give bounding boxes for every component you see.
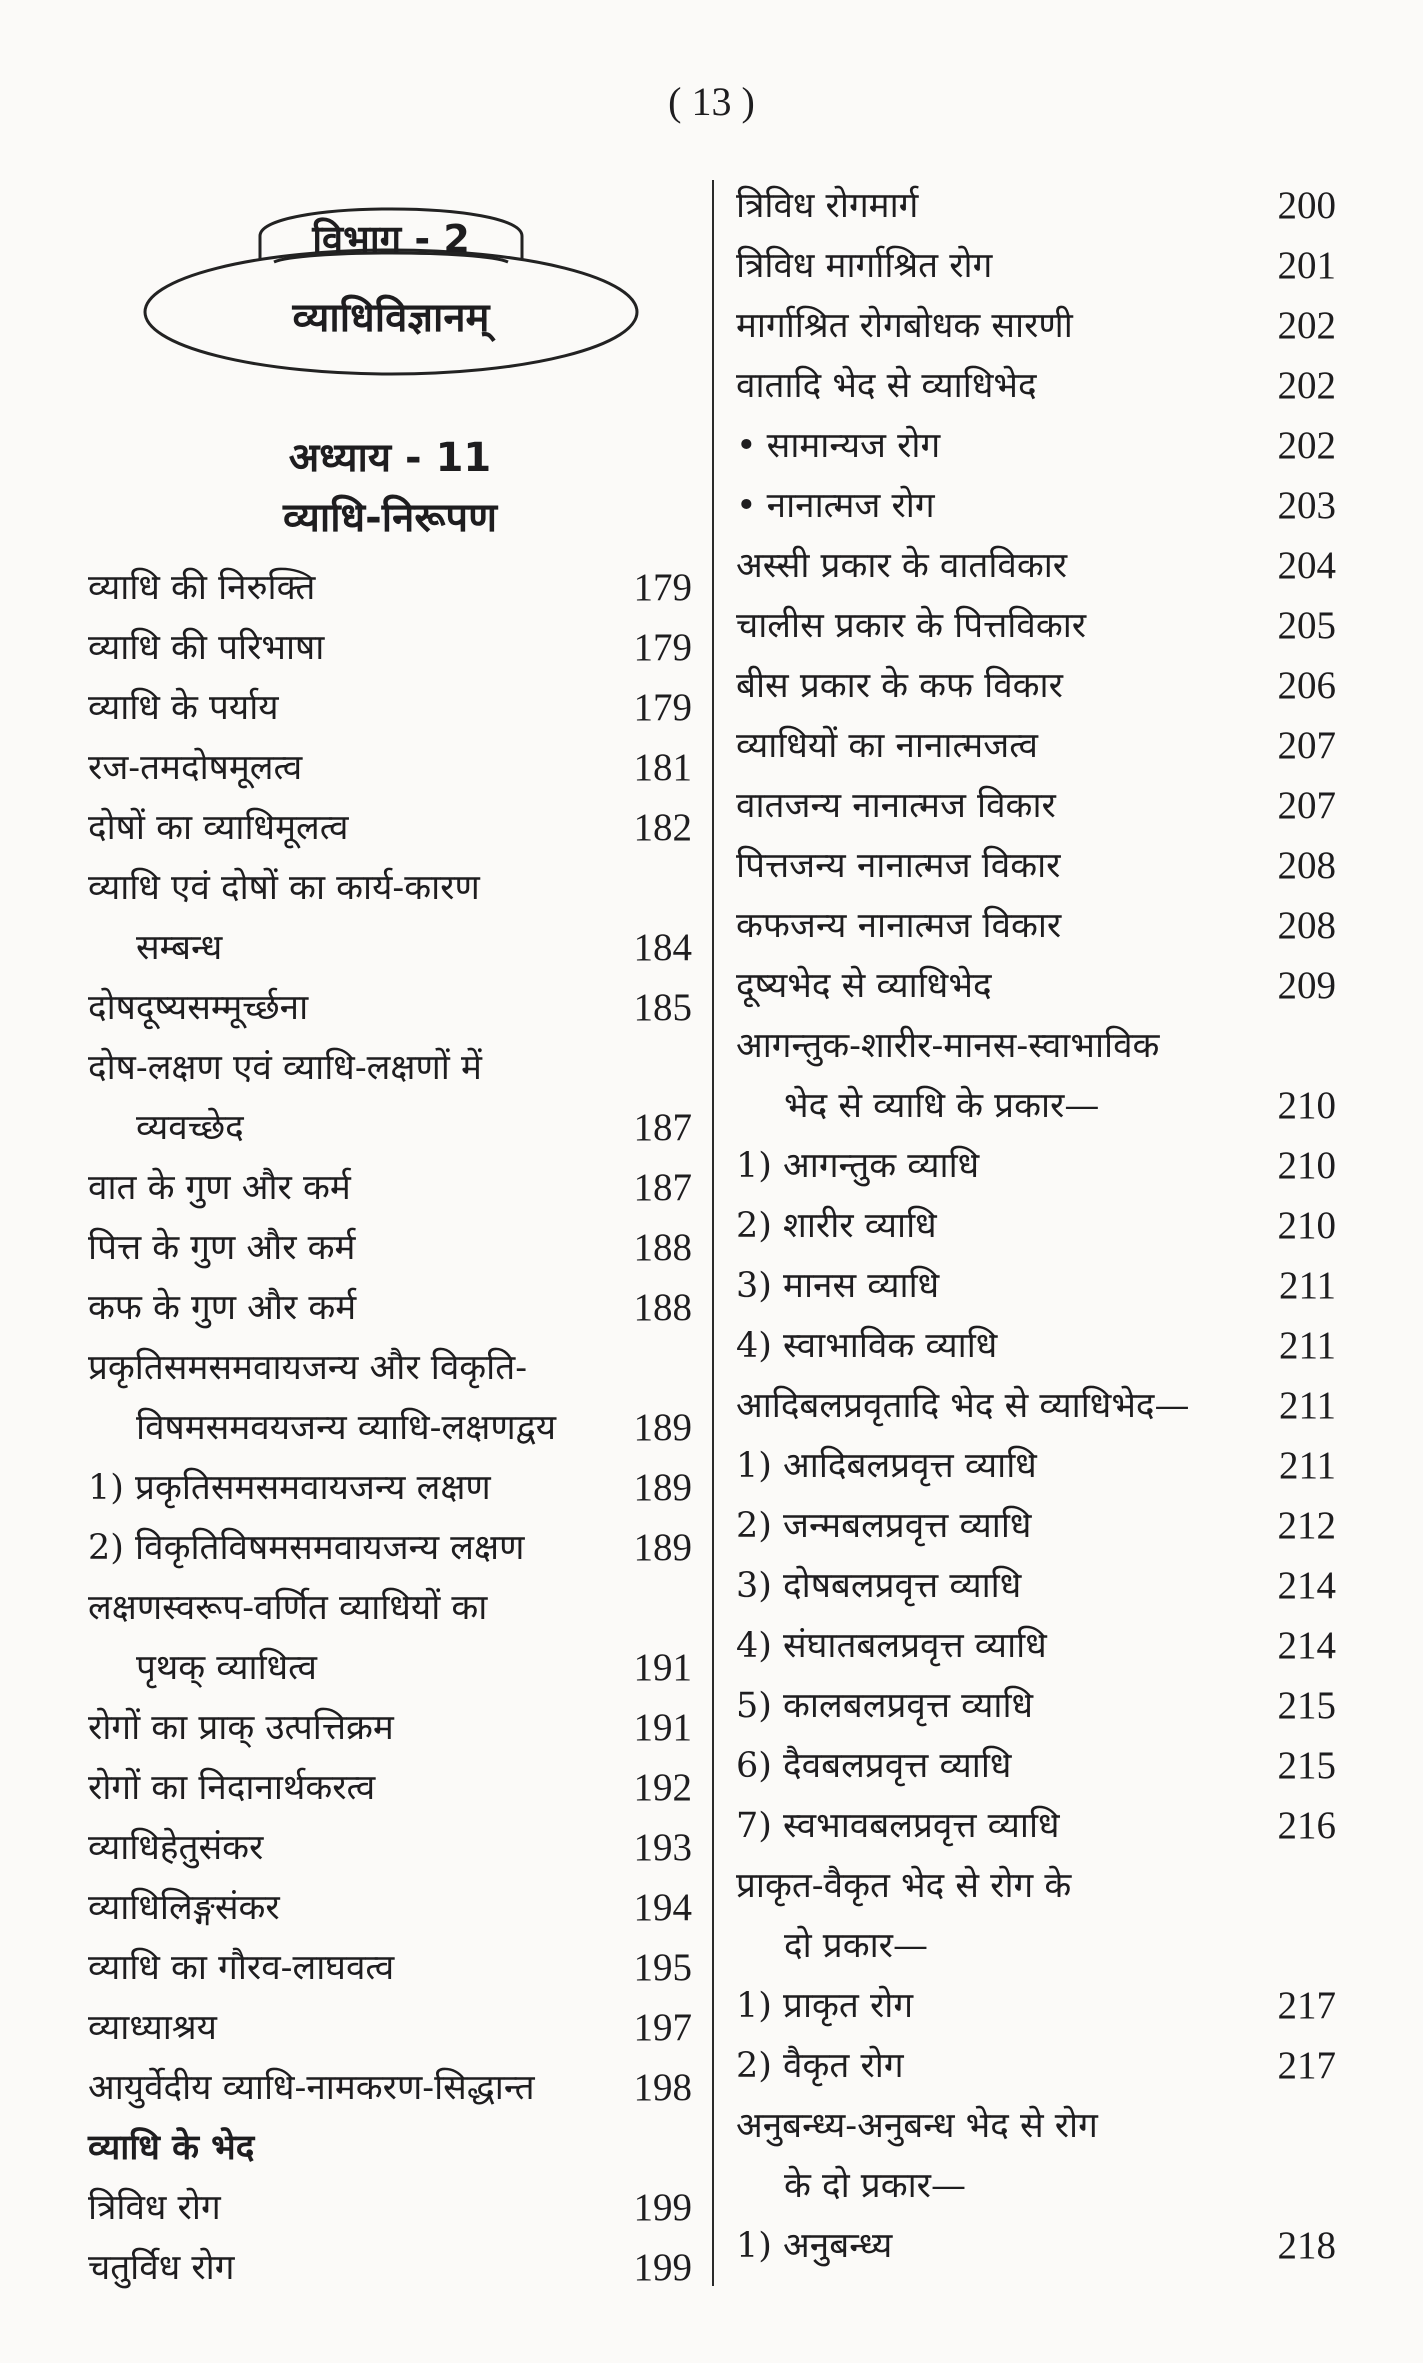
entry-text: प्राकृत-वैकृत भेद से रोग के: [736, 1866, 1072, 1906]
contents-entry: [88, 858, 692, 918]
entry-title: [136, 1098, 244, 1158]
contents-entry: [736, 776, 1336, 836]
entry-text: आयुर्वेदीय व्याधि-नामकरण-सिद्धान्त: [88, 2068, 535, 2108]
entry-page-number: 194: [633, 1886, 692, 1929]
contents-entry: [736, 1016, 1336, 1076]
contents-entry: [88, 978, 692, 1038]
entry-title: [736, 1976, 913, 2036]
entry-title: [736, 776, 1056, 836]
contents-entry: [736, 416, 1336, 476]
entry-page-number: 214: [1277, 1624, 1336, 1667]
entry-title: [784, 2156, 966, 2216]
contents-entry: [736, 1856, 1336, 1916]
entry-title: [736, 596, 1086, 656]
contents-entry: [736, 236, 1336, 296]
entry-text: दोषदूष्यसम्मूर्च्छना: [88, 988, 309, 1028]
contents-entry: [88, 918, 692, 978]
entry-title: [736, 1016, 1159, 1076]
contents-entry: [736, 2216, 1336, 2276]
entry-page-number: 218: [1277, 2224, 1336, 2267]
entry-title: [88, 1878, 280, 1938]
entry-page-number: 214: [1277, 1564, 1336, 1607]
chapter-title: व्याधि-निरूपण: [282, 495, 498, 541]
entry-text: 1) प्रकृतिसमसमवायजन्य लक्षण: [88, 1468, 491, 1508]
entry-page-number: 195: [633, 1946, 692, 1989]
entry-page-number: 215: [1277, 1684, 1336, 1727]
entry-title: [88, 1458, 491, 1518]
entry-title: [88, 858, 480, 918]
entry-text: व्याधि के पर्याय: [88, 688, 279, 728]
bullet-icon: •: [736, 486, 757, 526]
entry-page-number: 179: [633, 686, 692, 729]
bullet-icon: •: [736, 426, 757, 466]
entry-text: 2) शारीर व्याधि: [736, 1206, 937, 1246]
entry-title: [88, 2118, 254, 2178]
contents-entry: [88, 1578, 692, 1638]
contents-entry: [736, 2036, 1336, 2096]
entry-title: [88, 1158, 351, 1218]
entry-page-number: 201: [1277, 244, 1336, 287]
section-title: व्याधिविज्ञानम्: [292, 295, 490, 341]
contents-entry: [736, 1916, 1336, 1976]
entry-page-number: 189: [633, 1406, 692, 1449]
entry-text: 3) दोषबलप्रवृत्त व्याधि: [736, 1566, 1022, 1606]
entry-page-number: 208: [1277, 844, 1336, 887]
entry-text: सामान्यज रोग: [766, 426, 941, 466]
entry-text: रोगों का प्राक् उत्पत्तिक्रम: [88, 1708, 394, 1748]
entry-page-number: 202: [1277, 364, 1336, 407]
contents-entry: [88, 738, 692, 798]
entry-text: सम्बन्ध: [136, 928, 223, 968]
entry-title: [736, 1136, 979, 1196]
entry-text: 4) स्वाभाविक व्याधि: [736, 1326, 998, 1366]
entry-text: भेद से व्याधि के प्रकार—: [784, 1086, 1100, 1126]
entry-title: [736, 356, 1037, 416]
entry-page-number: 210: [1277, 1084, 1336, 1127]
contents-entry: [736, 296, 1336, 356]
contents-entry: [736, 356, 1336, 416]
entry-title: [736, 1616, 1047, 1676]
entry-title: [736, 716, 1038, 776]
entry-title: [88, 1938, 394, 1998]
section-label: विभाग - 2: [312, 217, 470, 261]
contents-entry: [736, 1076, 1336, 1136]
entry-title: [736, 1556, 1021, 1616]
entry-title: [736, 1796, 1060, 1856]
contents-entry: [736, 896, 1336, 956]
entry-title: [88, 558, 315, 618]
entry-page-number: 184: [633, 926, 692, 969]
entry-title: [736, 1376, 1190, 1436]
entry-page-number: 215: [1277, 1744, 1336, 1787]
contents-entry: [88, 618, 692, 678]
entry-title: [88, 978, 308, 1038]
entry-title: [88, 738, 302, 798]
contents-entry: [88, 1758, 692, 1818]
section-badge: [140, 192, 642, 384]
entry-title: [736, 2216, 892, 2276]
entry-page-number: 197: [633, 2006, 692, 2049]
chapter-label: अध्याय - 11: [288, 435, 492, 481]
column-divider: [712, 180, 714, 2286]
contents-entry: [736, 1376, 1336, 1436]
entry-page-number: 202: [1277, 424, 1336, 467]
entry-text: 1) आदिबलप्रवृत्त व्याधि: [736, 1446, 1037, 1486]
entry-text: पित्तजन्य नानात्मज विकार: [736, 846, 1061, 886]
entry-page-number: 191: [633, 1646, 692, 1689]
entry-page-number: 179: [633, 566, 692, 609]
contents-entry: [736, 2096, 1336, 2156]
entry-title: [736, 536, 1067, 596]
entry-text: 7) स्वभावबलप्रवृत्त व्याधि: [736, 1806, 1060, 1846]
entry-page-number: 181: [633, 746, 692, 789]
entry-page-number: 192: [633, 1766, 692, 1809]
entry-text: 1) प्राकृत रोग: [736, 1986, 914, 2026]
entry-text: पित्त के गुण और कर्म: [88, 1228, 356, 1268]
entry-title: [88, 678, 279, 738]
entry-text: व्याधि के भेद: [88, 2128, 255, 2168]
entry-title: [88, 1038, 482, 1098]
entry-title: [736, 236, 992, 296]
entry-title: [88, 2178, 221, 2238]
entry-title: [88, 1338, 527, 1398]
entry-title: [736, 1196, 937, 1256]
contents-entry: [736, 1556, 1336, 1616]
entry-text: व्याधिलिङ्गसंकर: [88, 1888, 280, 1928]
right-contents-column: [736, 176, 1336, 2276]
contents-entry: [736, 836, 1336, 896]
entry-page-number: 189: [633, 1526, 692, 1569]
entry-title: [736, 1856, 1071, 1916]
entry-text: त्रिविध रोग: [88, 2188, 221, 2228]
entry-title: [88, 618, 324, 678]
entry-text: कफ के गुण और कर्म: [88, 1288, 357, 1328]
entry-text: व्याधि एवं दोषों का कार्य-कारण: [88, 868, 480, 908]
page-number: ( 13 ): [668, 79, 755, 124]
entry-title: [736, 2096, 1098, 2156]
entry-title: [736, 896, 1061, 956]
entry-text: व्यवच्छेद: [136, 1108, 244, 1148]
entry-page-number: 193: [633, 1826, 692, 1869]
entry-title: [736, 1676, 1033, 1736]
entry-title: [88, 1698, 394, 1758]
entry-page-number: 210: [1277, 1204, 1336, 1247]
entry-page-number: 200: [1277, 184, 1336, 227]
entry-page-number: 205: [1277, 604, 1336, 647]
left-contents-column: [88, 558, 692, 2298]
contents-entry: [736, 476, 1336, 536]
entry-page-number: 187: [633, 1106, 692, 1149]
entry-page-number: 185: [633, 986, 692, 1029]
contents-entry: [88, 1818, 692, 1878]
entry-title: [88, 1998, 217, 2058]
entry-text: त्रिविध मार्गाश्रित रोग: [736, 246, 993, 286]
entry-title: [736, 1496, 1031, 1556]
entry-page-number: 199: [633, 2186, 692, 2229]
entry-title: [736, 656, 1063, 716]
entry-page-number: 211: [1278, 1264, 1336, 1307]
entry-text: दूष्यभेद से व्याधिभेद: [736, 966, 992, 1006]
entry-page-number: 207: [1277, 724, 1336, 767]
entry-title: [136, 1638, 317, 1698]
entry-page-number: 187: [633, 1166, 692, 1209]
contents-entry: [88, 1638, 692, 1698]
entry-text: व्याधि की परिभाषा: [88, 628, 325, 668]
entry-title: [88, 798, 348, 858]
entry-text: वात के गुण और कर्म: [88, 1168, 351, 1208]
entry-page-number: 217: [1277, 1984, 1336, 2027]
entry-text: व्याधि का गौरव-लाघवत्व: [88, 1948, 395, 1988]
entry-text: दो प्रकार—: [784, 1926, 928, 1966]
contents-entry: [736, 716, 1336, 776]
contents-entry: [88, 1938, 692, 1998]
contents-entry: [88, 1698, 692, 1758]
entry-text: मार्गाश्रित रोगबोधक सारणी: [736, 306, 1073, 346]
entry-title: [736, 836, 1060, 896]
contents-entry: [736, 1616, 1336, 1676]
entry-title: [88, 1218, 355, 1278]
entry-page-number: 209: [1277, 964, 1336, 1007]
entry-title: [736, 176, 918, 236]
entry-page-number: 182: [633, 806, 692, 849]
contents-entry: [736, 1316, 1336, 1376]
entry-text: विषमसमवयजन्य व्याधि-लक्षणद्वय: [136, 1408, 557, 1448]
contents-entry: [88, 1518, 692, 1578]
entry-page-number: 204: [1277, 544, 1336, 587]
entry-page-number: 210: [1277, 1144, 1336, 1187]
entry-text: 5) कालबलप्रवृत्त व्याधि: [736, 1686, 1034, 1726]
entry-page-number: 189: [633, 1466, 692, 1509]
entry-page-number: 206: [1277, 664, 1336, 707]
entry-page-number: 211: [1278, 1384, 1336, 1427]
entry-page-number: 211: [1278, 1324, 1336, 1367]
entry-text: लक्षणस्वरूप-वर्णित व्याधियों का: [88, 1588, 488, 1628]
contents-entry: [88, 1278, 692, 1338]
entry-text: आगन्तुक-शारीर-मानस-स्वाभाविक: [736, 1026, 1160, 1066]
contents-entry: [736, 1136, 1336, 1196]
entry-page-number: 207: [1277, 784, 1336, 827]
entry-title: [736, 956, 992, 1016]
entry-text: 1) आगन्तुक व्याधि: [736, 1146, 980, 1186]
entry-text: 4) संघातबलप्रवृत्त व्याधि: [736, 1626, 1047, 1666]
entry-text: पृथक् व्याधित्व: [136, 1648, 317, 1688]
entry-text: वातादि भेद से व्याधिभेद: [736, 366, 1037, 406]
entry-page-number: 212: [1277, 1504, 1336, 1547]
entry-title: [88, 1578, 487, 1638]
contents-entry: [88, 1158, 692, 1218]
contents-entry: [88, 798, 692, 858]
entry-text: व्याध्याश्रय: [88, 2008, 217, 2048]
entry-title: [88, 1818, 263, 1878]
entry-text: के दो प्रकार—: [784, 2166, 966, 2206]
entry-text: 2) विकृतिविषमसमवायजन्य लक्षण: [88, 1528, 525, 1568]
entry-title: [136, 918, 222, 978]
entry-page-number: 179: [633, 626, 692, 669]
entry-title: [736, 296, 1073, 356]
entry-text: 1) अनुबन्ध्य: [736, 2226, 893, 2266]
entry-page-number: 208: [1277, 904, 1336, 947]
contents-entry: [88, 2058, 692, 2118]
entry-title: [736, 476, 935, 536]
contents-entry: [88, 1398, 692, 1458]
contents-entry: [736, 2156, 1336, 2216]
entry-text: रज-तमदोषमूलत्व: [88, 748, 303, 788]
contents-heading: [88, 2118, 692, 2178]
entry-page-number: 202: [1277, 304, 1336, 347]
entry-title: [88, 2058, 535, 2118]
contents-entry: [88, 678, 692, 738]
contents-entry: [88, 1338, 692, 1398]
entry-title: [88, 1278, 356, 1338]
contents-entry: [736, 536, 1336, 596]
entry-title: [736, 1436, 1037, 1496]
entry-page-number: 188: [633, 1226, 692, 1269]
entry-page-number: 216: [1277, 1804, 1336, 1847]
entry-title: [88, 1518, 524, 1578]
entry-text: 6) दैवबलप्रवृत्त व्याधि: [736, 1746, 1012, 1786]
contents-entry: [88, 1038, 692, 1098]
entry-text: व्याधियों का नानात्मजत्व: [736, 726, 1038, 766]
contents-entry: [736, 596, 1336, 656]
entry-page-number: 188: [633, 1286, 692, 1329]
contents-entry: [88, 1998, 692, 2058]
entry-text: व्याधिहेतुसंकर: [88, 1828, 264, 1868]
contents-entry: [736, 1736, 1336, 1796]
entry-text: अनुबन्ध्य-अनुबन्ध भेद से रोग: [736, 2106, 1098, 2146]
contents-entry: [736, 176, 1336, 236]
entry-text: 3) मानस व्याधि: [736, 1266, 940, 1306]
contents-entry: [88, 1218, 692, 1278]
entry-title: [736, 2036, 904, 2096]
entry-text: नानात्मज रोग: [766, 486, 935, 526]
entry-text: कफजन्य नानात्मज विकार: [736, 906, 1062, 946]
contents-entry: [88, 2178, 692, 2238]
entry-page-number: 199: [633, 2246, 692, 2289]
contents-entry: [736, 1496, 1336, 1556]
entry-text: 2) वैकृत रोग: [736, 2046, 904, 2086]
contents-entry: [88, 1458, 692, 1518]
entry-text: प्रकृतिसमसमवायजन्य और विकृति-: [88, 1348, 528, 1388]
entry-text: दोष-लक्षण एवं व्याधि-लक्षणों में: [88, 1048, 482, 1088]
entry-text: 2) जन्मबलप्रवृत्त व्याधि: [736, 1506, 1032, 1546]
entry-text: आदिबलप्रवृतादि भेद से व्याधिभेद—: [736, 1386, 1190, 1426]
entry-text: चालीस प्रकार के पित्तविकार: [736, 606, 1087, 646]
contents-entry: [736, 1976, 1336, 2036]
contents-entry: [736, 956, 1336, 1016]
contents-entry: [88, 1878, 692, 1938]
entry-title: [784, 1916, 928, 1976]
entry-title: [736, 1316, 997, 1376]
entry-title: [784, 1076, 1099, 1136]
contents-entry: [736, 1196, 1336, 1256]
entry-text: दोषों का व्याधिमूलत्व: [88, 808, 349, 848]
entry-title: [736, 1256, 939, 1316]
entry-title: [88, 1758, 375, 1818]
entry-text: त्रिविध रोगमार्ग: [736, 186, 919, 226]
entry-text: बीस प्रकार के कफ विकार: [736, 666, 1063, 706]
contents-entry: [736, 1436, 1336, 1496]
entry-text: चतुर्विध रोग: [88, 2248, 235, 2288]
entry-text: अस्सी प्रकार के वातविकार: [736, 546, 1068, 586]
entry-page-number: 203: [1277, 484, 1336, 527]
entry-text: व्याधि की निरुक्ति: [88, 568, 316, 608]
entry-title: [736, 1736, 1011, 1796]
entry-title: [136, 1398, 556, 1458]
contents-entry: [88, 558, 692, 618]
contents-entry: [736, 1676, 1336, 1736]
contents-entry: [736, 656, 1336, 716]
contents-entry: [736, 1796, 1336, 1856]
entry-text: रोगों का निदानार्थकरत्व: [88, 1768, 376, 1808]
entry-text: वातजन्य नानात्मज विकार: [736, 786, 1056, 826]
entry-page-number: 198: [633, 2066, 692, 2109]
entry-title: [88, 2238, 234, 2298]
contents-entry: [88, 1098, 692, 1158]
contents-entry: [736, 1256, 1336, 1316]
entry-page-number: 217: [1277, 2044, 1336, 2087]
entry-page-number: 211: [1278, 1444, 1336, 1487]
entry-page-number: 191: [633, 1706, 692, 1749]
contents-entry: [88, 2238, 692, 2298]
entry-title: [736, 416, 940, 476]
